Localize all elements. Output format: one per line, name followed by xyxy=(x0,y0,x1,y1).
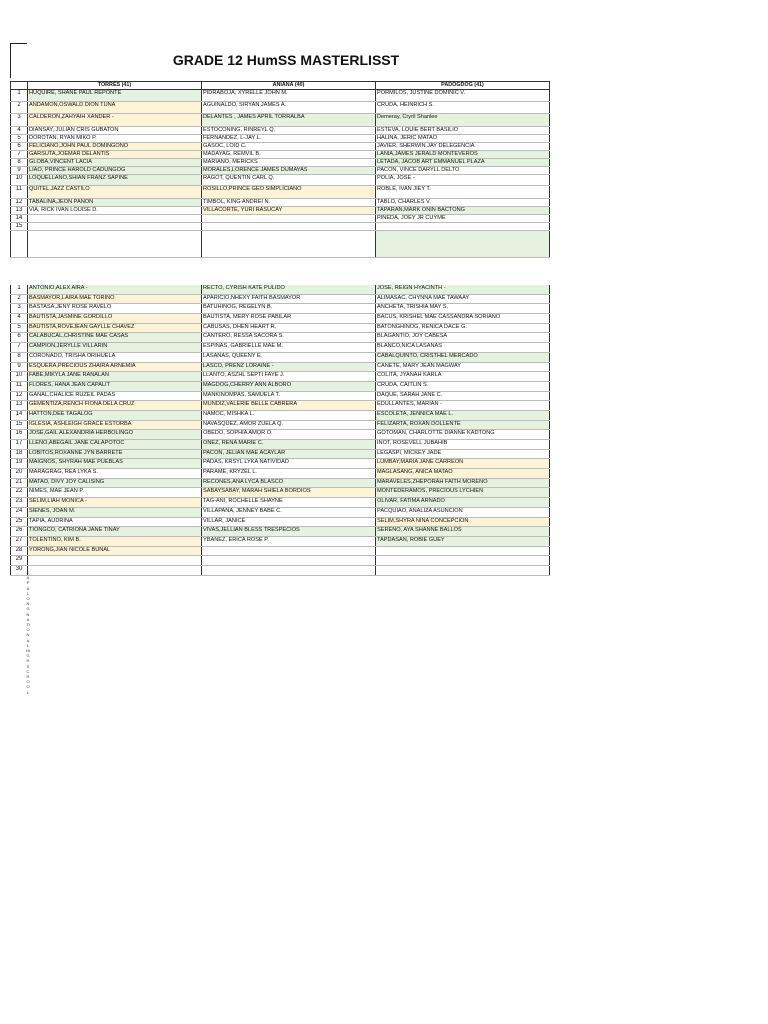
name-cell: NAMOC, MISHKA L. xyxy=(202,410,376,420)
name-cell: CRUDA, HEINRICH S. xyxy=(376,102,550,114)
name-cell: DAQUE, SARAH JANE C. xyxy=(376,391,550,401)
row-number-cell: 23 xyxy=(11,498,28,508)
row-number-cell: 28 xyxy=(11,546,28,556)
row-number-cell: 12 xyxy=(11,391,28,401)
name-cell: LUMBAY,MARIA JANE CARREON xyxy=(376,459,550,469)
table-row xyxy=(11,352,550,362)
name-cell: CRUDA, CAITLIN S. xyxy=(376,381,550,391)
row-number-cell: 1 xyxy=(11,285,28,294)
name-cell: DELANTES , JAMES APRIL TORRALBA xyxy=(202,114,376,127)
name-cell: LASCO, PRENZ LORAINE - xyxy=(202,362,376,372)
table-row xyxy=(11,207,550,215)
row-number-cell: 9 xyxy=(11,167,28,175)
name-cell: VIVAS,JELLIAN BLESS TRESPECIOS xyxy=(202,527,376,537)
table-row xyxy=(11,440,550,450)
name-cell: BAUTISTA,ROVEJEAN GAYLLE CHAVEZ xyxy=(28,323,202,333)
name-cell: ALIMASAC, CHYNNA MAE TAWAAY xyxy=(376,294,550,304)
table-row xyxy=(11,223,550,231)
row-number-cell: 6 xyxy=(11,333,28,343)
table-row xyxy=(11,391,550,401)
name-cell xyxy=(202,565,376,575)
name-cell: GOTOMAN, CHARLOTTE DIANNE KADTONG xyxy=(376,430,550,440)
name-cell: CABALQUINTO, CRISTHEL MERCADO xyxy=(376,352,550,362)
name-cell: ESQUERA,PRECIOUS ZHAIRA ARNEMIA xyxy=(28,362,202,372)
header-padogdog: PADOGDOG (41) xyxy=(376,82,550,90)
row-number-cell: 14 xyxy=(11,410,28,420)
name-cell: SELIM,SHYRA NIÑA CONCEPCION xyxy=(376,517,550,527)
name-cell: RAGOT, QUENTIN CARL Q. xyxy=(202,175,376,186)
name-cell xyxy=(28,556,202,566)
name-cell: LASANAS, QUEENY E. xyxy=(202,352,376,362)
table-row xyxy=(11,546,550,556)
table-row xyxy=(11,175,550,186)
row-number-cell: 4 xyxy=(11,127,28,135)
name-cell: RECONES,ANA LYCA BLASCO xyxy=(202,478,376,488)
name-cell: SEREÑO, AYA SHANNE BALLOS xyxy=(376,527,550,537)
row-number-cell: 7 xyxy=(11,151,28,159)
name-cell: GEMENTIZA,RENCH FIONA DELA CRUZ xyxy=(28,401,202,411)
table-row xyxy=(11,498,550,508)
name-cell: GANAL,CHALICE RUZEIL PADAS xyxy=(28,391,202,401)
row-number-cell: 10 xyxy=(11,372,28,382)
row-number-cell: 5 xyxy=(11,323,28,333)
row-number-cell: 13 xyxy=(11,207,28,215)
table-row xyxy=(11,517,550,527)
table-row xyxy=(11,102,550,114)
name-cell: BLAGANTIO, JOY CABESA xyxy=(376,333,550,343)
name-cell: OBEDO, SOPHIA AMOR O. xyxy=(202,430,376,440)
name-cell: JOSE,GAIL ALEXANDRIA HERBOLINGO xyxy=(28,430,202,440)
table-row xyxy=(11,135,550,143)
name-cell: MORALES,LORENCE JAMES DUMAYAS xyxy=(202,167,376,175)
spacer-cell xyxy=(11,231,28,258)
name-cell: JAVIER, SHERWIN JAY DELEGENCIA xyxy=(376,143,550,151)
name-cell: MARIANO, MERICKS xyxy=(202,159,376,167)
name-cell: MADAYAG, REMVIL B. xyxy=(202,151,376,159)
name-cell: CORONADO, TRISHA ORIHUELA xyxy=(28,352,202,362)
name-cell xyxy=(28,565,202,575)
name-cell: PORMILOS, JUSTINE DOMINIC V. xyxy=(376,90,550,102)
table-row xyxy=(11,381,550,391)
name-cell: TAPDASAN, ROBIE GUEY xyxy=(376,536,550,546)
name-cell: PARAME, KRYZEL L. xyxy=(202,469,376,479)
table-row xyxy=(11,488,550,498)
row-number-cell: 22 xyxy=(11,488,28,498)
row-number-cell: 27 xyxy=(11,536,28,546)
sheet-corner-border xyxy=(10,43,27,78)
name-cell: DOROTAN, RYAN MIKO P. xyxy=(28,135,202,143)
name-cell: YBANEZ, ERICA ROSE P. xyxy=(202,536,376,546)
table-row xyxy=(11,294,550,304)
name-cell: MARAGRAG, REA LYKA S. xyxy=(28,469,202,479)
name-cell: LIAO, PRINCE HAROLD CADUNGOG xyxy=(28,167,202,175)
name-cell: DIANSAY, JULIAN CRIS GUBATON xyxy=(28,127,202,135)
header-torres: TORRES (41) xyxy=(28,82,202,90)
table-row xyxy=(11,565,550,575)
table-row xyxy=(11,333,550,343)
page-title: GRADE 12 HumSS MASTERLISST xyxy=(172,52,400,68)
name-cell: BASMAYOR,LAIRA MAE TORINO xyxy=(28,294,202,304)
name-cell: ANDAMON,OSWALD DION TUNA xyxy=(28,102,202,114)
name-cell: ESTEVA, LOUIE BERT BASILIO xyxy=(376,127,550,135)
name-cell xyxy=(28,223,202,231)
name-cell: LLANTO, ASZHL SEPTI FAYE J. xyxy=(202,372,376,382)
name-cell: MONTEDERAMOS, PRECIOUS LYCHIEN xyxy=(376,488,550,498)
row-number-cell: 10 xyxy=(11,175,28,186)
name-cell: BATONGHINOG, RENICA DACE G. xyxy=(376,323,550,333)
name-cell: BASTASA,JENY ROSE RAVELO xyxy=(28,304,202,314)
name-cell: INOT, ROSEVELL JUBAHIB xyxy=(376,440,550,450)
name-cell: CALABUCAL,CHRISTINE MAE CASAS xyxy=(28,333,202,343)
row-number-cell: 21 xyxy=(11,478,28,488)
name-cell: RECTO, CYRISH KATE PULIDO xyxy=(202,285,376,294)
name-cell: HATTON,DEE TAGALOG xyxy=(28,410,202,420)
name-cell: YORONG,JIAN NICOLE BUNAL xyxy=(28,546,202,556)
name-cell: CALDERON,ZAHYAIH XANDER - xyxy=(28,114,202,127)
table-row xyxy=(11,420,550,430)
name-cell: SIENES, JOAN M. xyxy=(28,507,202,517)
name-cell: MAGLASANG, ANICA MATAO xyxy=(376,469,550,479)
name-cell: LOBITOS,ROXANNE JYN BARRETE xyxy=(28,449,202,459)
table-row xyxy=(11,362,550,372)
row-number-cell: 6 xyxy=(11,143,28,151)
name-cell: PADAS, KRSYL LYKA NATIVIDAD xyxy=(202,459,376,469)
name-cell: TABALINA,JEON PANON xyxy=(28,199,202,207)
name-cell: TAG-ANI, ROCHELLE SHAYNE xyxy=(202,498,376,508)
name-cell: HALINA, JERIC MATAO xyxy=(376,135,550,143)
row-number-cell: 16 xyxy=(11,430,28,440)
row-number-cell: 20 xyxy=(11,469,28,479)
table-row xyxy=(11,304,550,314)
name-cell: CABUSAS, DHEN HEART R. xyxy=(202,323,376,333)
name-cell: TAPIA, AUDRINA xyxy=(28,517,202,527)
masterlist-table-girls xyxy=(10,285,550,576)
row-number-cell: 15 xyxy=(11,223,28,231)
row-number-cell: 8 xyxy=(11,352,28,362)
name-cell: NAVASQUEZ, AMOR ZUELA Q. xyxy=(202,420,376,430)
name-cell xyxy=(376,565,550,575)
row-number-cell: 9 xyxy=(11,362,28,372)
row-number-cell: 11 xyxy=(11,186,28,199)
row-number-cell: 30 xyxy=(11,565,28,575)
name-cell: LEGASPI, MICKEY JADE xyxy=(376,449,550,459)
name-cell: FELICIANO,JOHN PAUL DOMINGONO xyxy=(28,143,202,151)
table-row xyxy=(11,186,550,199)
row-number-cell: 11 xyxy=(11,381,28,391)
name-cell: BACUS, KRISHEL MAE CASSANDRA SORIANO xyxy=(376,314,550,324)
name-cell: FELIZARTA, ROXAN DOLLENTE xyxy=(376,420,550,430)
table-header-row xyxy=(11,82,550,90)
row-number-cell: 2 xyxy=(11,294,28,304)
name-cell: TOLENTINO, KIM B. xyxy=(28,536,202,546)
name-cell: POLIA, JOSE - xyxy=(376,175,550,186)
name-cell: MUNDIZ,VALERIE BELLE CABRERA xyxy=(202,401,376,411)
vertical-school-text: KAPALONG NATIONAL HIGH SCHOOL xyxy=(26,570,30,695)
row-number-cell: 7 xyxy=(11,343,28,353)
row-number-cell: 19 xyxy=(11,459,28,469)
row-number-cell: 4 xyxy=(11,314,28,324)
table-row xyxy=(11,167,550,175)
name-cell: VILLACORTE, YURI RASUCAY xyxy=(202,207,376,215)
table-row xyxy=(11,90,550,102)
name-cell: OLIVAR, FATIMA ARNADO xyxy=(376,498,550,508)
name-cell: JOSE, REIGN HYACINTH - xyxy=(376,285,550,294)
row-number-cell: 25 xyxy=(11,517,28,527)
name-cell: VIA, RICK IVAN LOUISE D. xyxy=(28,207,202,215)
row-number-cell: 17 xyxy=(11,440,28,450)
name-cell: ESPINAS, GABRIELLE MAE M. xyxy=(202,343,376,353)
name-cell xyxy=(376,546,550,556)
header-num-cell xyxy=(11,82,28,90)
row-number-cell: 24 xyxy=(11,507,28,517)
masterlist-table-boys xyxy=(10,81,550,258)
row-number-cell: 29 xyxy=(11,556,28,566)
row-number-cell: 3 xyxy=(11,114,28,127)
name-cell: GLOBA,VINCENT LACIA xyxy=(28,159,202,167)
name-cell: PACON, VINCE DARYLL DELTO xyxy=(376,167,550,175)
row-number-cell: 1 xyxy=(11,90,28,102)
name-cell: ESCOLETA, JENNICA MAE L. xyxy=(376,410,550,420)
table-row xyxy=(11,215,550,223)
name-cell: BAUTISTA, MERY ROSE PABILAR xyxy=(202,314,376,324)
name-cell: FERNANDEZ, L-JAY L. xyxy=(202,135,376,143)
name-cell: SELIM,LIAH MONICA - xyxy=(28,498,202,508)
name-cell xyxy=(376,223,550,231)
name-cell: NIMES, MAE JEAN P. xyxy=(28,488,202,498)
name-cell: LOQUELLANO,SHIAN FRANZ SAPINE xyxy=(28,175,202,186)
name-cell: PACQUIAO, ANALIZA ASUNCION xyxy=(376,507,550,517)
name-cell: BLANCO,NICA LASANAS xyxy=(376,343,550,353)
name-cell: TIMBOL, KING ANDREI N. xyxy=(202,199,376,207)
name-cell: TAPARAN,MARK ONIN BACTONG xyxy=(376,207,550,215)
name-cell: PIDRABOJA, XYRELLE JOHN M. xyxy=(202,90,376,102)
name-cell: CANTERO, RESSA SACORA S. xyxy=(202,333,376,343)
name-cell: SABAYSABAY, MARAH SHIELA BORDIOS xyxy=(202,488,376,498)
table-row xyxy=(11,478,550,488)
table-row xyxy=(11,527,550,537)
row-number-cell: 8 xyxy=(11,159,28,167)
name-cell: IGLESIA, ASHLEIGH GRACE ESTORBA xyxy=(28,420,202,430)
table-row xyxy=(11,127,550,135)
name-cell: EDULLANTES, MARIAN - xyxy=(376,401,550,411)
name-cell: ROBLE, IVAN JIEY T. xyxy=(376,186,550,199)
name-cell: FLORES, HANA JEAN CAPALIT xyxy=(28,381,202,391)
name-cell: ANCHETA, TRISHIA MAY S. xyxy=(376,304,550,314)
table-row xyxy=(11,159,550,167)
table-row xyxy=(11,151,550,159)
name-cell: COLITA, JYANAH KARLA xyxy=(376,372,550,382)
name-cell: BAUTISTA,JASMINE GORDILLO xyxy=(28,314,202,324)
row-number-cell: 5 xyxy=(11,135,28,143)
name-cell: FABE,MIKYLA JANE RANALAN xyxy=(28,372,202,382)
table-row xyxy=(11,323,550,333)
name-cell: ANTONIO,ALEX AIRA - xyxy=(28,285,202,294)
name-cell: PINEDA, JOEY JR CUYME xyxy=(376,215,550,223)
name-cell: PACON, JELIAN MAE ACAYLAR xyxy=(202,449,376,459)
row-number-cell: 12 xyxy=(11,199,28,207)
name-cell: VILLAPANA, JENNEY BABE C. xyxy=(202,507,376,517)
name-cell: ROSILLO,PRINCE GEO SIMPLICIANO xyxy=(202,186,376,199)
spacer-cell xyxy=(376,231,550,258)
name-cell: APARICIO,NHEXY FAITH BASMAYOR xyxy=(202,294,376,304)
row-number-cell: 3 xyxy=(11,304,28,314)
name-cell: MANKINOMPAS, SAMUELA T. xyxy=(202,391,376,401)
name-cell: GARSUTA,JOEMAR DELANTIS xyxy=(28,151,202,159)
row-number-cell: 2 xyxy=(11,102,28,114)
table-row xyxy=(11,401,550,411)
row-number-cell: 15 xyxy=(11,420,28,430)
spacer-row xyxy=(11,231,550,258)
name-cell: CAMPION,JERYLLE VILLARIN xyxy=(28,343,202,353)
row-number-cell: 14 xyxy=(11,215,28,223)
name-cell xyxy=(28,215,202,223)
table-row xyxy=(11,114,550,127)
row-number-cell: 18 xyxy=(11,449,28,459)
name-cell xyxy=(202,556,376,566)
row-number-cell: 26 xyxy=(11,527,28,537)
name-cell: HUQUIRE, SHANE PAUL REPONTE xyxy=(28,90,202,102)
spacer-cell xyxy=(28,231,202,258)
name-cell: MAGDOG,CHERRY ANN ALBORO xyxy=(202,381,376,391)
table-row xyxy=(11,199,550,207)
name-cell: VILLAR, JANICE xyxy=(202,517,376,527)
table-row xyxy=(11,343,550,353)
table-row xyxy=(11,536,550,546)
name-cell xyxy=(202,223,376,231)
table-row xyxy=(11,314,550,324)
name-cell: TIONGCO, CATRIONA JANE TINAY xyxy=(28,527,202,537)
name-cell xyxy=(202,215,376,223)
spacer-cell xyxy=(202,231,376,258)
row-number-cell: 13 xyxy=(11,401,28,411)
table-row xyxy=(11,556,550,566)
table-row xyxy=(11,449,550,459)
table-row xyxy=(11,469,550,479)
name-cell xyxy=(376,556,550,566)
name-cell: MAIGNOS, SHYRAH MAE PUEBLAS xyxy=(28,459,202,469)
table-row xyxy=(11,430,550,440)
table-row xyxy=(11,507,550,517)
name-cell: LETADA, JACOB ART EMMANUEL PLAZA xyxy=(376,159,550,167)
name-cell: TABLO, CHARLES V. xyxy=(376,199,550,207)
name-cell: QUITEL,JAZZ CASTILO xyxy=(28,186,202,199)
name-cell: CANETE, MARY JEAN MAGWAY xyxy=(376,362,550,372)
table-row xyxy=(11,410,550,420)
name-cell: MARAVELES,ZHEPORAH FAITH MORENO xyxy=(376,478,550,488)
header-aniana: ANIANA (40) xyxy=(202,82,376,90)
name-cell: ESTOCONING, RINREYL Q. xyxy=(202,127,376,135)
name-cell: LANIA,JAMES JERALD MONTEVEROS xyxy=(376,151,550,159)
table-row xyxy=(11,285,550,294)
name-cell: ONEZ, RENA MARIE C. xyxy=(202,440,376,450)
table-row xyxy=(11,459,550,469)
table-row xyxy=(11,372,550,382)
name-cell: MATAO, DIVY JOY CALISING xyxy=(28,478,202,488)
name-cell xyxy=(202,546,376,556)
name-cell: Demeray, Cryril Shanlee xyxy=(376,114,550,127)
name-cell: BATUHINOG, REGELYN B. xyxy=(202,304,376,314)
table-row xyxy=(11,143,550,151)
name-cell: AGUINALDO, SIRYAN JAMES A. xyxy=(202,102,376,114)
name-cell: GASOC, LOID C. xyxy=(202,143,376,151)
name-cell: LLENO,ABEGAIL JANE CALAPOTOC xyxy=(28,440,202,450)
